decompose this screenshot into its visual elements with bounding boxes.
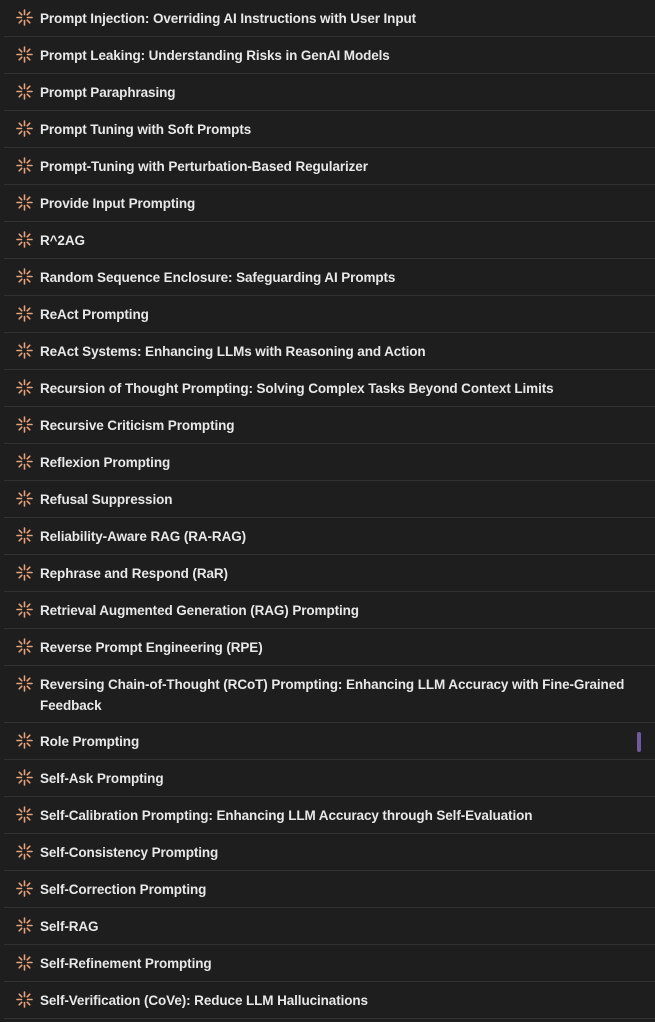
list-item-label: R^2AG [40,233,85,248]
list-item-label: ReAct Systems: Enhancing LLMs with Reasoning and Action [40,344,426,359]
sparkle-icon [16,342,33,359]
sparkle-icon [16,490,33,507]
sparkle-icon [16,806,33,823]
list-item[interactable] [4,370,655,407]
list-item-label: Recursive Criticism Prompting [40,418,235,433]
sparkle-icon [16,769,33,786]
list-item-label: ReAct Prompting [40,307,149,322]
list-item-label: Refusal Suppression [40,492,173,507]
list-item[interactable] [4,555,655,592]
sparkle-icon [16,46,33,63]
list-item[interactable] [4,111,655,148]
list-item[interactable] [4,666,655,723]
list-item[interactable] [4,834,655,871]
list-item-label: Self-Refinement Prompting [40,956,212,971]
list-item[interactable] [4,760,655,797]
list-item[interactable] [4,629,655,666]
list-item-label: Prompt Tuning with Soft Prompts [40,122,252,137]
list-item-label: Self-Consistency Prompting [40,845,219,860]
list-item-label: Provide Input Prompting [40,196,196,211]
list-item-label: Self-Ask Prompting [40,771,164,786]
sparkle-icon [16,732,33,749]
sparkle-icon [16,379,33,396]
list-item[interactable] [4,723,655,760]
list-item-label: Random Sequence Enclosure: Safeguarding AI Prompts [40,270,396,285]
sparkle-icon [16,843,33,860]
sparkle-icon [16,527,33,544]
list-item-label: Prompt Injection: Overriding AI Instructions with User Input [40,11,417,26]
sparkle-icon [16,954,33,971]
list-item[interactable] [4,481,655,518]
list-item-label: Self-Correction Prompting [40,882,207,897]
list-item[interactable] [4,444,655,481]
list-item[interactable] [4,0,655,37]
list-item[interactable] [4,37,655,74]
sparkle-icon [16,268,33,285]
list-item[interactable] [4,518,655,555]
sparkle-icon [16,917,33,934]
list-item-label: Reverse Prompt Engineering (RPE) [40,640,263,655]
sparkle-icon [16,564,33,581]
list-item[interactable] [4,407,655,444]
sparkle-icon [16,120,33,137]
list-item-label: Prompt Paraphrasing [40,85,176,100]
scrollbar-thumb[interactable] [637,732,641,752]
sparkle-icon [16,9,33,26]
sparkle-icon [16,416,33,433]
list-item[interactable] [4,333,655,370]
list-item[interactable] [4,871,655,908]
sparkle-icon [16,675,33,692]
list-item[interactable] [4,74,655,111]
list-item-label: Retrieval Augmented Generation (RAG) Prompting [40,603,359,618]
list-item-label: Recursion of Thought Prompting: Solving Complex Tasks Beyond Context Limits [40,381,554,396]
list-item[interactable] [4,592,655,629]
sparkle-icon [16,157,33,174]
list-item[interactable] [4,296,655,333]
sparkle-icon [16,991,33,1008]
sparkle-icon [16,453,33,470]
list-item[interactable] [4,908,655,945]
list-item-label: Prompt-Tuning with Perturbation-Based Regularizer [40,159,368,174]
list-item-label: Prompt Leaking: Understanding Risks in GenAI Models [40,48,390,63]
list-item[interactable] [4,185,655,222]
list-item[interactable] [4,259,655,296]
list-item-label: Self-Verification (CoVe): Reduce LLM Hallucinations [40,993,368,1008]
list-item-label: Rephrase and Respond (RaR) [40,566,228,581]
list-item[interactable] [4,222,655,259]
sparkle-icon [16,638,33,655]
sparkle-icon [16,194,33,211]
sparkle-icon [16,83,33,100]
sparkle-icon [16,880,33,897]
list-item[interactable] [4,945,655,982]
list-item-label: Reflexion Prompting [40,455,171,470]
list-item-label: Reliability-Aware RAG (RA-RAG) [40,529,247,544]
sparkle-icon [16,305,33,322]
sparkle-icon [16,231,33,248]
sparkle-icon [16,601,33,618]
list-item-label: Self-RAG [40,919,99,934]
list-item[interactable] [4,982,655,1019]
list-item-label: Reversing Chain-of-Thought (RCoT) Prompting: Enhancing LLM Accuracy with Fine-Grained Feedback [40,677,625,713]
list-item-label: Role Prompting [40,734,140,749]
list-item-label: Self-Calibration Prompting: Enhancing LLM Accuracy through Self-Evaluation [40,808,533,823]
list-item[interactable] [4,148,655,185]
list-item[interactable] [4,797,655,834]
